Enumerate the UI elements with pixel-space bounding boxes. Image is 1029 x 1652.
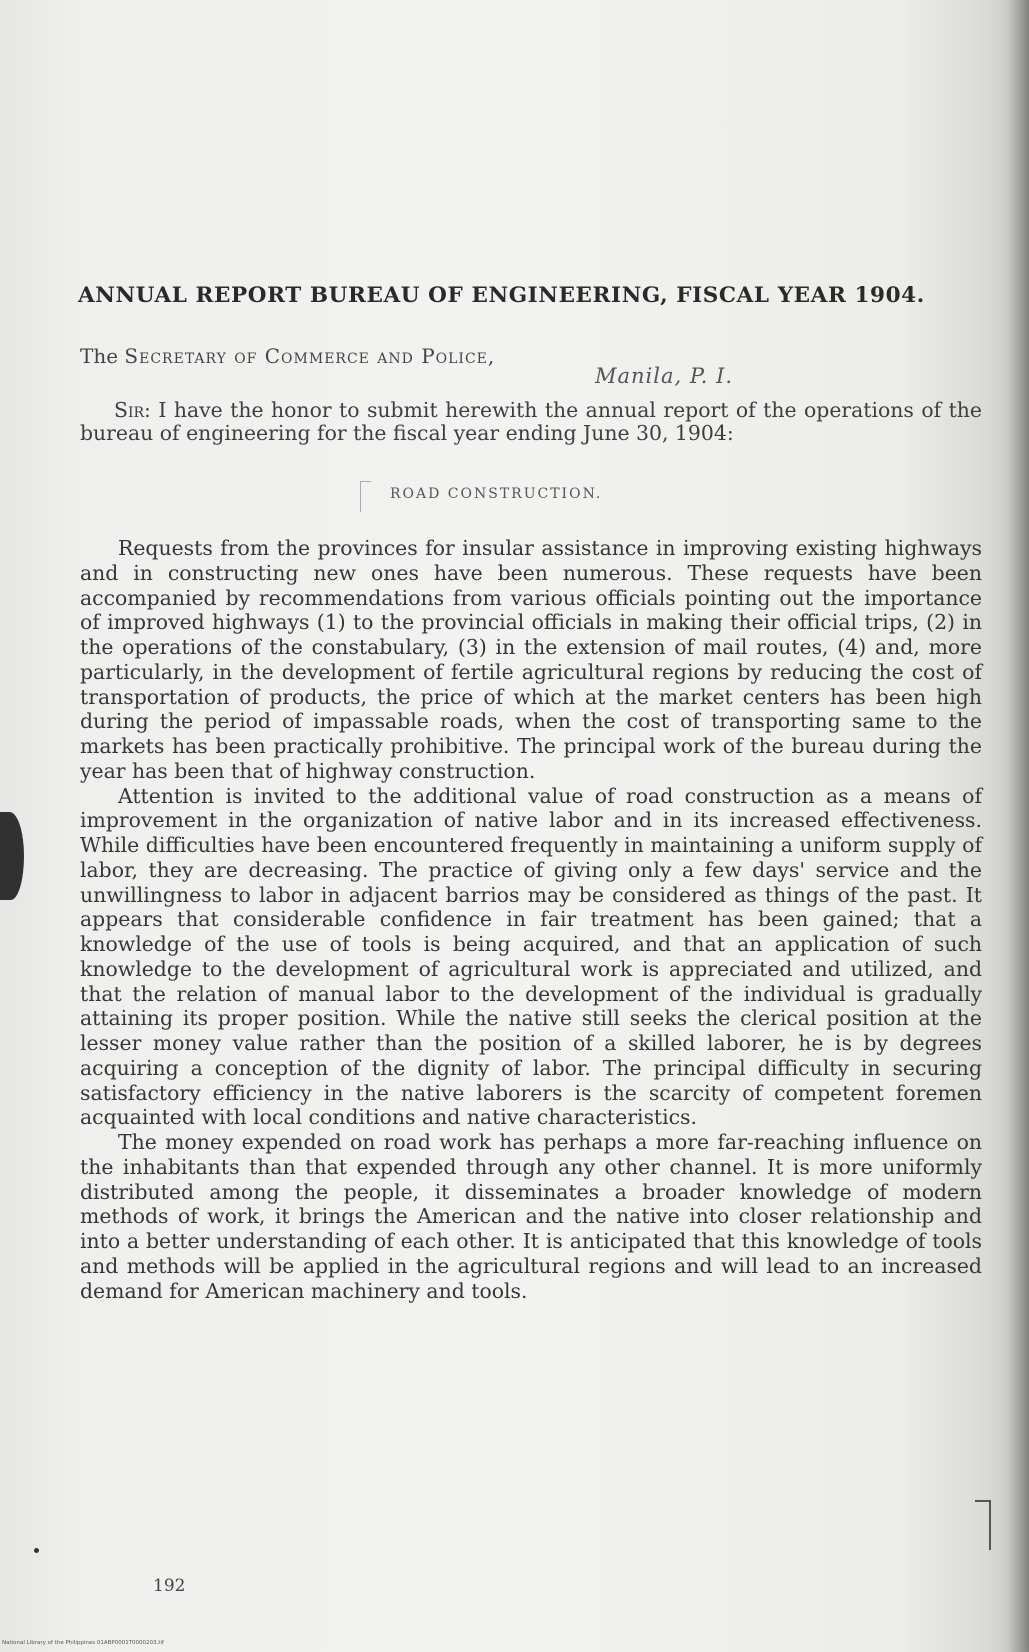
report-title: ANNUAL REPORT BUREAU OF ENGINEERING, FISCAL YEAR 1904. — [78, 283, 925, 308]
paragraph-2: Attention is invited to the additional value of road construction as a means of improvement in the organization of native labor and in its increased effectiveness. While difficulties have been encountered frequently in maintaining a uniform supply of labor, they are decreasing. The practice of giving only a few days' service and the unwillingness to labor in adjacent barrios may be considered as things of the past. It appears that considerable confidence in fair treatment has been gained; that a knowledge of the use of tools is being acquired, and that an application of such knowledge to the development of agricultural work is appreciated and utilized, and that the relation of manual labor to the development of the individual is gradually attaining its proper position. While the native still seeks the clerical position at the lesser money value rather than the position of a skilled laborer, he is by degrees acquiring a conception of the dignity of labor. The principal difficulty in securing satisfactory efficiency in the native laborers is the scarcity of competent foremen acquainted with local conditions and native characteristics. — [80, 783, 982, 1130]
paragraph-3: The money expended on road work has perhaps a more far-reaching influence on the inhabitants than that expended through any other channel. It is more uniformly distributed among the people, it disseminates a broader knowledge of modern methods of work, it brings the American and the native into closer relationship and into a better understanding of each other. It is anticipated that this knowledge of tools and methods will be applied in the agricultural regions and will lead to an increased demand for American machinery and tools. — [80, 1130, 982, 1303]
page-edge-shadow — [1007, 0, 1029, 1652]
scan-footer-credit: National Library of the Philippines 01ABP0001T0000203.tif — [2, 1640, 164, 1646]
intro-text: I have the honor to submit herewith the annual report of the operations of the bureau of engineering for the fiscal year ending June 30, 1904: — [80, 398, 982, 445]
addressee-line — [80, 344, 495, 368]
body-text — [80, 536, 982, 1303]
addressee: Secretary of Commerce and Police, — [124, 344, 496, 368]
page-number: 192 — [153, 1576, 186, 1596]
section-heading: ROAD CONSTRUCTION. — [390, 486, 603, 502]
pencil-bracket-mark — [360, 481, 371, 512]
addressee-prefix: The — [80, 344, 125, 368]
margin-dot-mark — [34, 1548, 39, 1553]
paragraph-1: Requests from the provinces for insular assistance in improving existing highways and in constructing new ones have been numerous. These requests have been accompanied by recommendations from various officials pointing out the importance of improved highways (1) to the provincial officials in making their official trips, (2) in the operations of the constabulary, (3) in the extension of mail routes, (4) and, more particularly, in the development of fertile agricultural regions by reducing the cost of transportation of products, the price of which at the market centers has been high during the period of impassable roads, when the cost of transporting same to the markets has been practically prohibitive. The principal work of the bureau during the year has been that of highway construction. — [80, 536, 982, 783]
salutation: Sir: — [114, 398, 151, 422]
corner-bracket-mark — [975, 1500, 991, 1550]
ink-blot — [0, 812, 24, 900]
intro-paragraph — [80, 399, 982, 445]
addressee-location: Manila, P. I. — [595, 364, 734, 388]
